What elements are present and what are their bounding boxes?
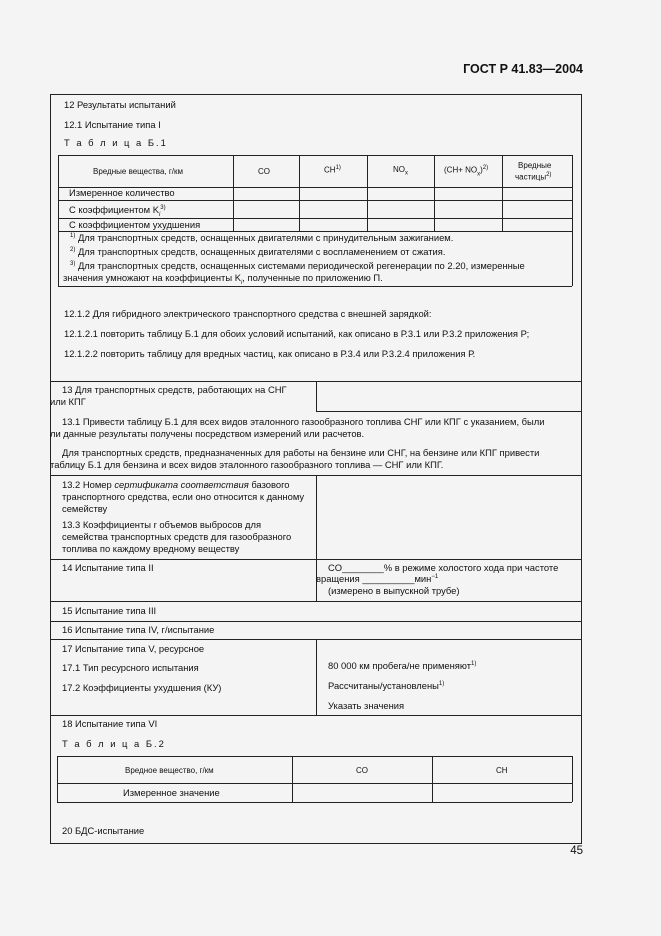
table-b1-note-3: $^{3)}$ Для транспортных средств, оснащенных системами периодической регенерации по 2.20, измеренные	[70, 260, 525, 272]
table-b1-note-2: $^{2)}$ Для транспортных средств, оснащенных двигателями с воспламенением от сжатия.	[70, 246, 446, 258]
table-b1-header-nox: $NO_x$	[393, 165, 408, 177]
table-b1-header-substance: Вредные вещества, г/км	[93, 167, 183, 176]
section-15-title: 15 Испытание типа III	[62, 605, 157, 616]
section-17-2-value: Рассчитаны/установлены$^{1)}$	[328, 680, 445, 692]
table-b1-row-measured: Измеренное количество	[69, 187, 175, 198]
para-13-1b-line-1: Для транспортных средств, предназначенных для работы на бензине или СНГ, на бензине или КПГ привести	[62, 447, 540, 458]
section-12-title: 12 Результаты испытаний	[64, 99, 176, 110]
para-13-2-line-2: транспортного средства, если оно относится к данному	[62, 491, 305, 502]
para-13-1-line-2: ли данные результаты получены посредством измерений или расчетов.	[50, 428, 365, 439]
table-b2-row-measured: Измеренное значение	[123, 787, 220, 798]
section-14-title: 14 Испытание типа II	[62, 562, 154, 573]
section-13-title-1: 13 Для транспортных средств, работающих на СНГ	[62, 384, 287, 395]
table-b1-note-3-cont: значения умножают на коэффициенты $K_i$, полученные по приложению П.	[63, 272, 383, 286]
section-17-1-label: 17.1 Тип ресурсного испытания	[62, 662, 199, 673]
document-header: ГОСТ Р 41.83—2004	[463, 62, 583, 76]
page-number: 45	[570, 845, 583, 857]
table-b1-caption: Т а б л и ц а Б.1	[64, 137, 168, 148]
para-12-1-2: 12.1.2 Для гибридного электрического транспортного средства с внешней зарядкой:	[64, 308, 432, 319]
section-16-title: 16 Испытание типа IV, г/испытание	[62, 624, 215, 635]
para-13-2-line-1: 13.2 Номер сертификата соответствия базового	[62, 479, 290, 490]
para-13-3-line-2: семейства транспортных средств для газообразного	[62, 531, 292, 542]
table-b2-header-ch: CH	[496, 766, 508, 775]
table-b1-header-particles-1: Вредные	[518, 161, 552, 170]
section-13-title-2: или КПГ	[50, 396, 86, 407]
section-12-1-title: 12.1 Испытание типа I	[64, 119, 161, 130]
table-b2-caption: Т а б л и ц а Б.2	[62, 738, 166, 749]
section-14-rpm-line: вращения __________мин$^{-1}$	[316, 573, 439, 585]
table-b1-header-particles-2: частицы$^{2)}$	[515, 172, 552, 182]
para-13-1-line-1: 13.1 Привести таблицу Б.1 для всех видов эталонного газообразного топлива СНГ или КПГ с указанием, были	[62, 416, 545, 427]
table-b1-header-ch-nox: $(CH+ NO_x)^{2)}$	[444, 165, 489, 178]
section-17-1-value: 80 000 км пробега/не применяют$^{1)}$	[328, 660, 477, 672]
para-13-3-line-1: 13.3 Коэффициенты r объемов выбросов для	[62, 519, 262, 530]
para-13-3-line-3: топлива по каждому вредному веществу	[62, 543, 240, 554]
section-14-measured-note: (измерено в выпускной трубе)	[328, 585, 460, 596]
section-17-2-label: 17.2 Коэффициенты ухудшения (КУ)	[62, 682, 222, 693]
table-b1-note-1: $^{1)}$ Для транспортных средств, оснащенных двигателями с принудительным зажиганием.	[70, 232, 454, 244]
section-17-title: 17 Испытание типа V, ресурсное	[62, 643, 205, 654]
para-13-1b-line-2: таблицу Б.1 для бензина и всех видов эталонного газообразного топлива — СНГ или КПГ.	[50, 459, 444, 470]
section-17-2-specify: Указать значения	[328, 700, 405, 711]
section-14-co-line: CO________% в режиме холостого хода при частоте	[328, 562, 559, 573]
table-b1-row-deterioration: С коэффициентом ухудшения	[69, 219, 201, 230]
section-20-title: 20 БДС-испытание	[62, 825, 145, 836]
para-12-1-2-2: 12.1.2.2 повторить таблицу для вредных частиц, как описано в Р.3.4 или Р.3.2.4 приложения Р.	[64, 348, 476, 359]
para-12-1-2-1: 12.1.2.1 повторить таблицу Б.1 для обоих условий испытаний, как описано в Р.3.1 или Р.3.2 приложения Р;	[64, 328, 530, 339]
para-13-2-line-3: семейству	[62, 503, 108, 514]
table-b2-header-co: CO	[356, 766, 368, 775]
section-18-title: 18 Испытание типа VI	[62, 718, 158, 729]
table-b1-row-coef-k: С коэффициентом $K_i^{3)}$	[69, 204, 166, 218]
table-b1-header-ch: CH$^{1)}$	[324, 165, 341, 175]
table-b1-header-co: CO	[258, 167, 270, 176]
table-b2-header-substance: Вредное вещество, г/км	[125, 766, 214, 775]
